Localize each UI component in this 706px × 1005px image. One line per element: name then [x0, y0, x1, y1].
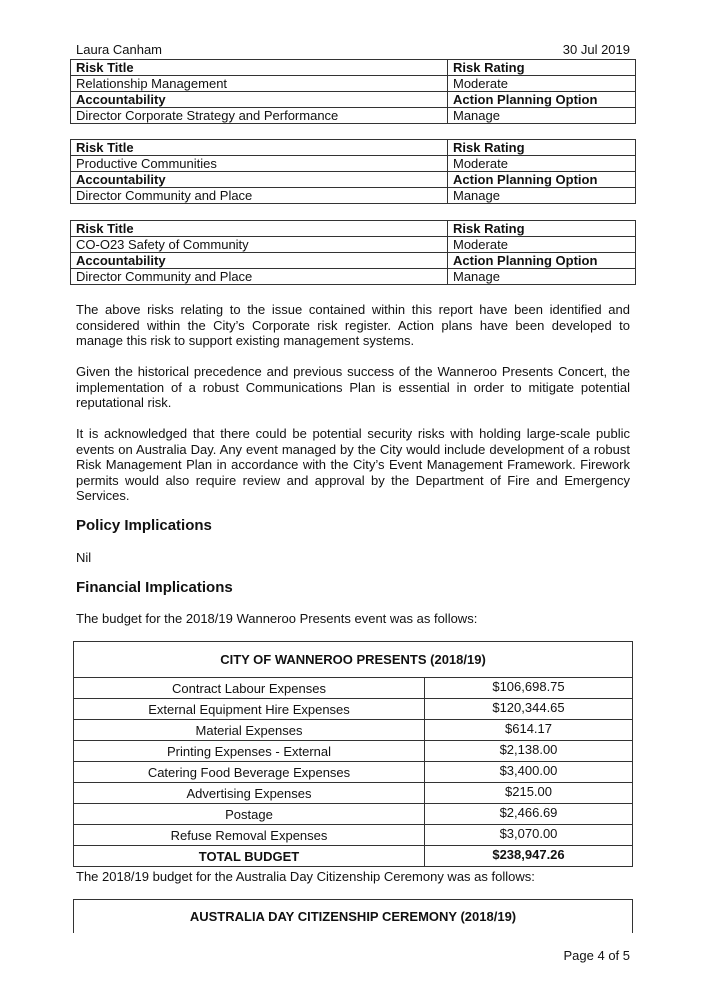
header-date: 30 Jul 2019 — [562, 42, 630, 57]
action-planning-label: Action Planning Option — [448, 253, 636, 269]
paragraph-communications: Given the historical precedence and previous success of the Wanneroo Presents Concert, the implementation of a robust Communications Plan is essential in order to mitigate potential reputational risk. — [76, 364, 630, 410]
accountability-label: Accountability — [71, 253, 448, 269]
action-planning-value: Manage — [448, 269, 636, 285]
risk-rating-label: Risk Rating — [448, 60, 636, 76]
risk-rating-label: Risk Rating — [448, 221, 636, 237]
expense-label: Contract Labour Expenses — [74, 678, 425, 699]
paragraph-risk-register: The above risks relating to the issue contained within this report have been identified and considered within the City’s Corporate risk register. Action plans have been developed to manage this risk to support existing management systems. — [76, 302, 630, 348]
expense-amount: $215.00 — [425, 783, 633, 804]
table-row — [74, 762, 632, 783]
expense-amount: $2,466.69 — [425, 804, 633, 825]
risk-title-value: CO-O23 Safety of Community — [71, 237, 448, 253]
risk-title-value: Productive Communities — [71, 156, 448, 172]
policy-heading: Policy Implications — [76, 517, 212, 534]
expense-amount: $3,070.00 — [425, 825, 633, 846]
total-amount: $238,947.26 — [425, 846, 633, 867]
australia-day-table-title: AUSTRALIA DAY CITIZENSHIP CEREMONY (2018/19) — [73, 899, 633, 933]
table-row — [74, 804, 632, 825]
expense-amount: $2,138.00 — [425, 741, 633, 762]
table-row — [74, 720, 632, 741]
financial-intro: The budget for the 2018/19 Wanneroo Presents event was as follows: — [76, 611, 478, 626]
expense-label: Material Expenses — [74, 720, 425, 741]
accountability-value: Director Community and Place — [71, 188, 448, 204]
action-planning-value: Manage — [448, 108, 636, 124]
expense-amount: $120,344.65 — [425, 699, 633, 720]
paragraph-security: It is acknowledged that there could be potential security risks with holding large-scale public events on Australia Day. Any event managed by the City would include development of a robust Risk Management Plan in accordance with the City’s Event Management Framework. Firework permits would also require review and approval by the Department of Fire and Emergency Services. — [76, 426, 630, 503]
risk-table-2 — [70, 139, 636, 204]
risk-title-label: Risk Title — [71, 221, 448, 237]
expense-label: Postage — [74, 804, 425, 825]
risk-table-3 — [70, 220, 636, 285]
header-author: Laura Canham — [76, 42, 162, 57]
budget-table-title: CITY OF WANNEROO PRESENTS (2018/19) — [74, 642, 632, 678]
budget-table — [73, 641, 633, 867]
expense-label: Advertising Expenses — [74, 783, 425, 804]
risk-rating-value: Moderate — [448, 156, 636, 172]
total-label: TOTAL BUDGET — [74, 846, 425, 867]
table-row — [74, 699, 632, 720]
table-row — [74, 783, 632, 804]
expense-amount: $106,698.75 — [492, 679, 565, 694]
total-row — [74, 846, 632, 867]
financial-heading: Financial Implications — [76, 579, 233, 596]
expense-label: External Equipment Hire Expenses — [74, 699, 425, 720]
action-planning-label: Action Planning Option — [448, 172, 636, 188]
australia-day-intro: The 2018/19 budget for the Australia Day Citizenship Ceremony was as follows: — [76, 869, 535, 884]
risk-rating-value: Moderate — [448, 76, 636, 92]
policy-text: Nil — [76, 550, 92, 565]
risk-title-value: Relationship Management — [71, 76, 448, 92]
accountability-label: Accountability — [71, 92, 448, 108]
risk-table-1 — [70, 59, 636, 124]
accountability-value: Director Community and Place — [71, 269, 448, 285]
accountability-label: Accountability — [71, 172, 448, 188]
risk-title-label: Risk Title — [71, 140, 448, 156]
expense-label: Refuse Removal Expenses — [74, 825, 425, 846]
expense-label: Catering Food Beverage Expenses — [74, 762, 425, 783]
table-row — [74, 741, 632, 762]
action-planning-label: Action Planning Option — [448, 92, 636, 108]
page-number: Page 4 of 5 — [563, 948, 630, 963]
expense-amount: $3,400.00 — [425, 762, 633, 783]
risk-rating-label: Risk Rating — [448, 140, 636, 156]
action-planning-value: Manage — [448, 188, 636, 204]
budget-rows — [74, 678, 632, 866]
expense-amount: $614.17 — [425, 720, 633, 741]
risk-rating-value: Moderate — [448, 237, 636, 253]
table-row — [74, 678, 632, 699]
accountability-value: Director Corporate Strategy and Performance — [71, 108, 448, 124]
risk-title-label: Risk Title — [71, 60, 448, 76]
table-row — [74, 825, 632, 846]
expense-label: Printing Expenses - External — [74, 741, 425, 762]
